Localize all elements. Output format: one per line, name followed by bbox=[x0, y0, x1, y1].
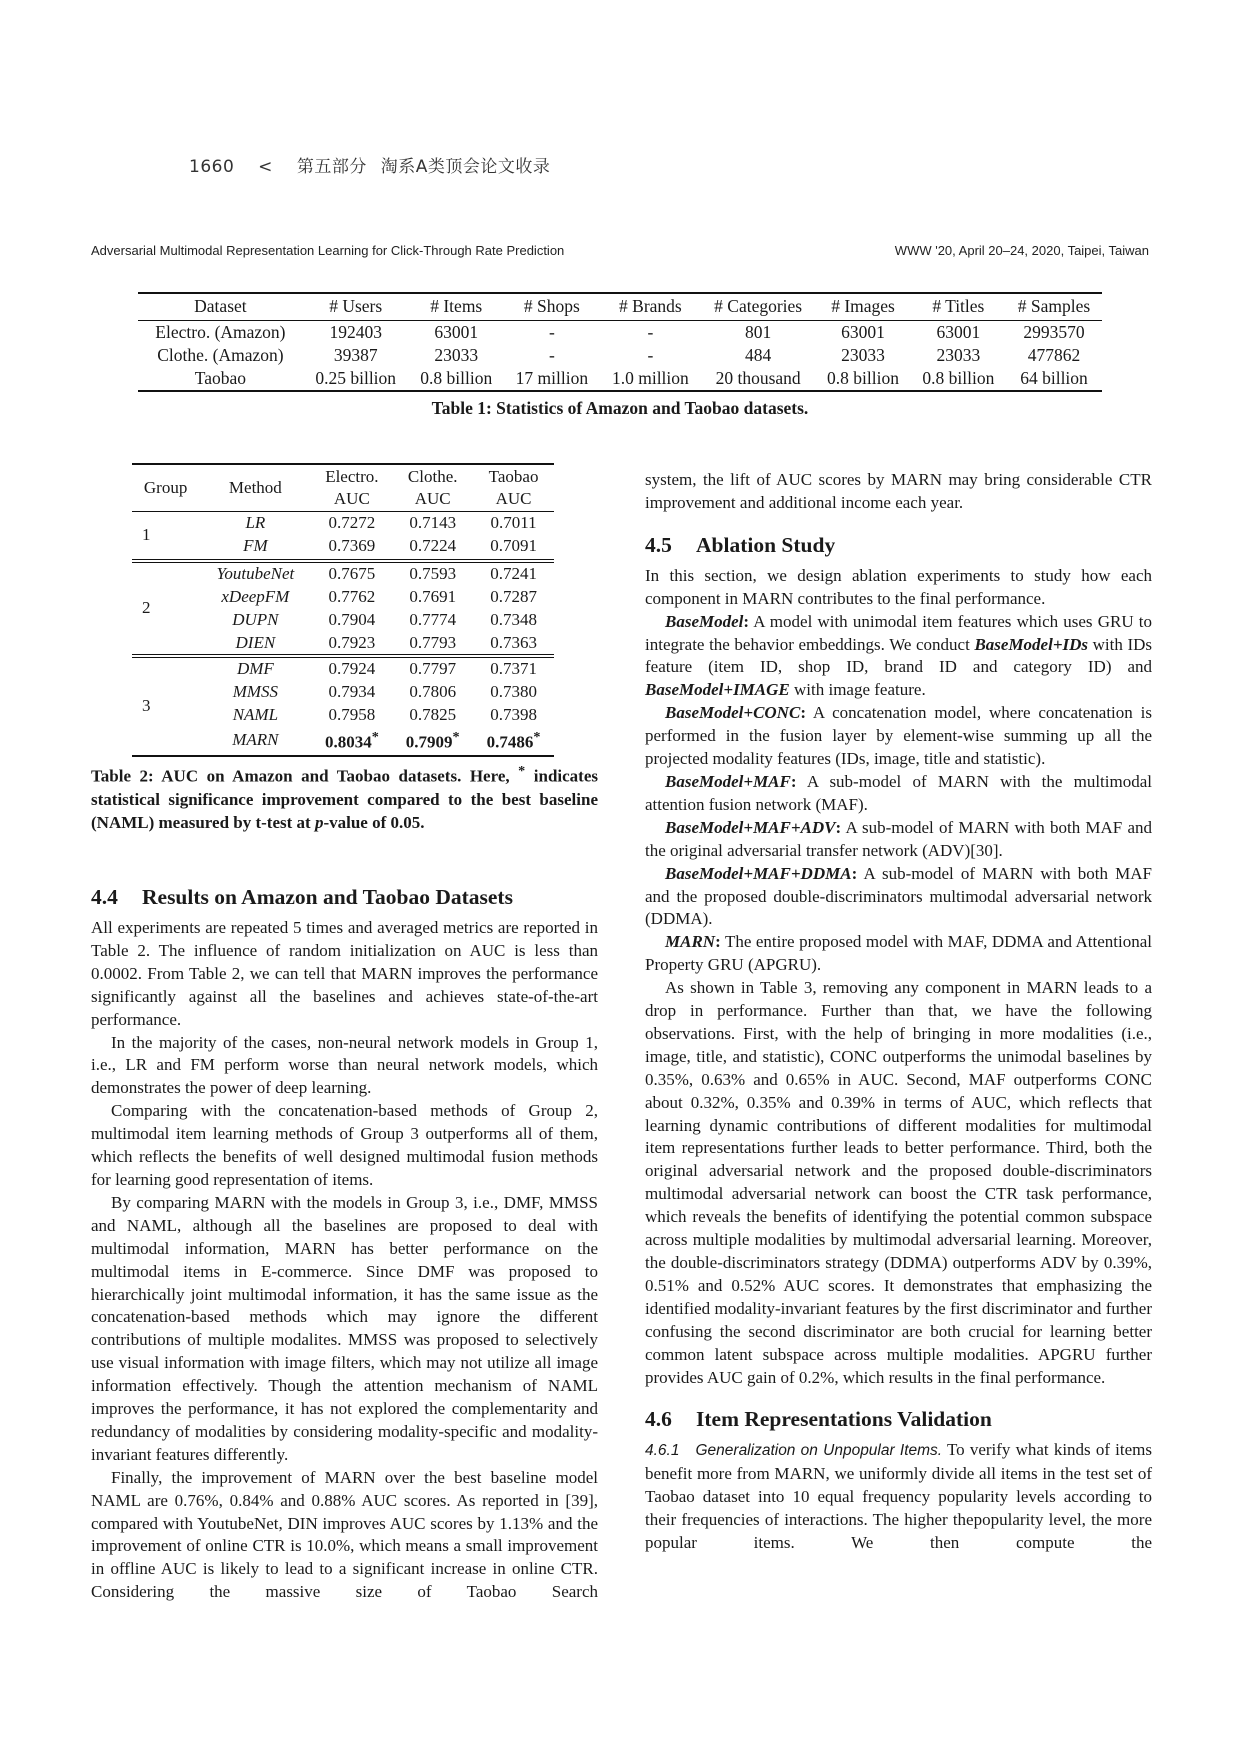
electro-auc: 0.7923 bbox=[328, 632, 376, 652]
table-cell: 23033 bbox=[936, 345, 981, 365]
table-cell: - bbox=[548, 345, 555, 365]
table-1-caption: Table 1: Statistics of Amazon and Taobao datasets. bbox=[431, 398, 809, 418]
paragraph: Finally, the improvement of MARN over the best baseline model NAML are 0.76%, 0.84% and 0.88% AUC scores. As reported in [39], compared with YoutubeNet, DIN improves AUC scores by 1.13% and the improvement of online CTR is 10.0%, which means a small improvement in offline AUC is likely to lead to a significant increase in online CTR. Considering the massive size of Taobao Search bbox=[91, 1467, 598, 1602]
electro-auc: 0.7272 bbox=[328, 513, 376, 532]
taobao-auc: 0.7398 bbox=[490, 704, 537, 724]
group-label: 2 bbox=[142, 598, 151, 618]
table-header-row bbox=[132, 464, 554, 512]
electro-auc: 0.7904 bbox=[328, 609, 376, 629]
table-2-caption: Table 2: AUC on Amazon and Taobao datasets. Here, * indicates statistical significance improvement compared to the best baseline (NAML) measured by t-test at p-value of 0.05. bbox=[91, 763, 598, 832]
method-name: NAML bbox=[232, 704, 279, 724]
column-header: # Images bbox=[831, 296, 895, 316]
ablation-item: MARN: The entire proposed model with MAF, DDMA and Attentional Property GRU (APGRU). bbox=[645, 932, 1152, 975]
electro-auc: 0.7762 bbox=[328, 587, 376, 607]
table-cell: 0.8 billion bbox=[922, 368, 995, 388]
book-page-number: 1660 bbox=[189, 157, 235, 177]
significance-mark: * bbox=[452, 729, 460, 746]
ablation-item: BaseModel+MAF+ADV: A sub-model of MARN with both MAF and the original adversarial transfer network (ADV)[30]. bbox=[645, 817, 1152, 860]
clothe-auc: 0.7825 bbox=[409, 704, 457, 724]
group-label: 1 bbox=[142, 525, 151, 545]
paragraph: In this section, we design ablation experiments to study how each component in MARN contributes to the final performance. bbox=[645, 565, 1152, 608]
running-head-venue: WWW '20, April 20–24, 2020, Taipei, Taiwan bbox=[894, 243, 1149, 258]
column-header: # Titles bbox=[932, 296, 985, 316]
table-cell: 0.8 billion bbox=[827, 368, 899, 388]
table-cell: 63001 bbox=[434, 322, 479, 342]
electro-auc: 0.7369 bbox=[328, 535, 376, 555]
clothe-auc: 0.7593 bbox=[409, 564, 457, 584]
group-label: 3 bbox=[142, 696, 151, 716]
paragraph: By comparing MARN with the models in Group 3, i.e., DMF, MMSS and NAML, although all the baselines are proposed to deal with multimodal information, MARN has better performance on the multimodal items in E-commerce. Since DMF was proposed to hierarchically joint multimodal information, it has the same issue as the concatenation-based methods which may ignore the different contributions of multiple modalites. MMSS was proposed to selectively use visual information with image filters, which may not utilize all image information effectively. Though the attention mechanism of NAML improves the performance, it has not explored the complementarity and redundancy of modalities by considering modality-specific and modality-invariant features differently. bbox=[91, 1192, 598, 1464]
table-cell: - bbox=[647, 345, 654, 365]
taobao-auc: 0.7287 bbox=[490, 587, 537, 607]
method-name: xDeepFM bbox=[221, 587, 290, 607]
dataset-statistics-table bbox=[138, 292, 1102, 392]
column-header-group: Group bbox=[143, 478, 188, 497]
table-row bbox=[132, 656, 554, 681]
column-header: # Users bbox=[329, 296, 383, 316]
section-heading-4-5: 4.5 Ablation Study bbox=[645, 532, 836, 557]
taobao-auc: 0.7371 bbox=[490, 659, 537, 679]
table-cell: - bbox=[647, 322, 654, 342]
table-cell: - bbox=[548, 322, 555, 342]
electro-auc: 0.7958 bbox=[328, 704, 376, 724]
paragraph: All experiments are repeated 5 times and averaged metrics are reported in Table 2. The influence of random initialization on AUC is less than 0.0002. From Table 2, we can tell that MARN improves the performance significantly against all the baselines and achieves state-of-the-art performance. bbox=[91, 918, 598, 1029]
taobao-auc-best: 0.7486* bbox=[486, 729, 541, 752]
column-header: # Brands bbox=[619, 296, 682, 316]
column-header-clothe: Clothe. AUC bbox=[407, 467, 458, 508]
table-cell: 192403 bbox=[329, 322, 382, 342]
paragraph: 4.6.1 Generalization on Unpopular Items. To verify what kinds of items benefit more from MARN, we uniformly divide all items in the test set of Taobao dataset into 10 equal frequency popularity levels according to their frequencies of interactions. The higher thepopularity level, the more popular items. We then compute the bbox=[645, 1440, 1152, 1553]
taobao-auc: 0.7091 bbox=[490, 535, 537, 555]
taobao-auc: 0.7363 bbox=[490, 632, 537, 652]
table-cell: 484 bbox=[745, 345, 772, 365]
group-2-rows bbox=[132, 561, 554, 656]
clothe-auc: 0.7806 bbox=[409, 681, 457, 701]
table-header-row bbox=[138, 293, 1102, 321]
taobao-auc: 0.7380 bbox=[490, 681, 537, 701]
section-heading-4-4: 4.4 Results on Amazon and Taobao Datasets bbox=[91, 885, 513, 909]
table-cell: 20 thousand bbox=[715, 368, 801, 388]
table-cell: 23033 bbox=[841, 345, 885, 365]
right-column bbox=[645, 469, 1152, 1555]
significance-mark: * bbox=[533, 729, 541, 746]
ablation-item: BaseModel+CONC: A concatenation model, where concatenation is performed in the fusion layer by element-wise summing up all the projected modality features (IDs, image, title and statistic). bbox=[645, 703, 1152, 769]
book-collection: 淘系A类顶会论文收录 bbox=[380, 157, 551, 177]
table-cell: 63001 bbox=[841, 322, 885, 342]
clothe-auc: 0.7793 bbox=[409, 632, 457, 652]
significance-mark: * bbox=[371, 729, 379, 746]
table-row bbox=[138, 344, 1102, 367]
column-header: # Categories bbox=[714, 296, 803, 316]
paragraph: Comparing with the concatenation-based methods of Group 2, multimodal item learning methods of Group 3 outperforms all of them, which reflects the benefits of well designed multimodal fusion methods for learning good representation of items. bbox=[91, 1101, 598, 1189]
paragraph: In the majority of the cases, non-neural network models in Group 1, i.e., LR and FM perform worse than neural network models, which demonstrates the power of deep learning. bbox=[91, 1032, 598, 1098]
table-1 bbox=[138, 292, 1102, 419]
method-name: LR bbox=[245, 513, 266, 532]
electro-auc: 0.7934 bbox=[328, 681, 376, 701]
column-header: # Samples bbox=[1017, 296, 1091, 316]
clothe-auc-best: 0.7909* bbox=[405, 729, 460, 752]
left-column bbox=[91, 883, 598, 1604]
electro-auc: 0.7675 bbox=[328, 564, 376, 584]
column-header: Dataset bbox=[194, 296, 247, 316]
ablation-item: BaseModel+MAF: A sub-model of MARN with the multimodal attention fusion network (MAF). bbox=[645, 771, 1152, 814]
book-header bbox=[189, 152, 568, 177]
auc-results-table bbox=[132, 463, 554, 757]
table-row bbox=[132, 512, 554, 535]
group-1-rows bbox=[132, 512, 554, 562]
table-cell: Clothe. (Amazon) bbox=[157, 345, 284, 365]
column-header-taobao: Taobao AUC bbox=[488, 467, 539, 508]
method-name: MMSS bbox=[232, 681, 279, 701]
method-name: DIEN bbox=[235, 632, 276, 652]
method-name: MARN bbox=[232, 730, 279, 750]
back-arrow: < bbox=[258, 157, 273, 177]
table-cell: 64 billion bbox=[1020, 368, 1088, 388]
electro-auc-best: 0.8034* bbox=[324, 729, 379, 752]
group-3-rows bbox=[132, 656, 554, 755]
table-cell: 23033 bbox=[434, 345, 479, 365]
table-cell: Electro. (Amazon) bbox=[155, 322, 286, 342]
running-head-title: Adversarial Multimodal Representation Learning for Click-Through Rate Prediction bbox=[91, 243, 565, 258]
clothe-auc: 0.7774 bbox=[409, 609, 457, 629]
column-header: # Items bbox=[430, 296, 483, 316]
book-part: 第五部分 bbox=[296, 157, 367, 177]
table-cell: 0.25 billion bbox=[315, 368, 397, 388]
method-name: DMF bbox=[236, 659, 274, 679]
table-cell: 477862 bbox=[1027, 345, 1081, 365]
ablation-item: BaseModel: A model with unimodal item features which uses GRU to integrate the behavior embeddings. We conduct BaseModel+IDs with IDs feature (item ID, shop ID, brand ID and category ID) and BaseModel+IMAGE with image feature. bbox=[645, 611, 1152, 700]
clothe-auc: 0.7797 bbox=[409, 659, 457, 679]
table-2 bbox=[132, 463, 554, 757]
paragraph-continuation: system, the lift of AUC scores by MARN may bring considerable CTR improvement and additional income each year. bbox=[645, 470, 1152, 512]
table-cell: 2993570 bbox=[1023, 322, 1085, 342]
column-header: # Shops bbox=[523, 296, 580, 316]
table-cell: Taobao bbox=[194, 368, 247, 388]
table-cell: 801 bbox=[745, 322, 772, 342]
subsection-heading-4-6-1: 4.6.1 Generalization on Unpopular Items. bbox=[645, 1442, 943, 1460]
clothe-auc: 0.7143 bbox=[409, 513, 457, 532]
table-row bbox=[132, 561, 554, 586]
table-cell: 1.0 million bbox=[611, 368, 689, 388]
section-heading-4-6: 4.6 Item Representations Validation bbox=[645, 1407, 992, 1432]
clothe-auc: 0.7224 bbox=[409, 535, 457, 555]
ablation-item: BaseModel+MAF+DDMA: A sub-model of MARN with both MAF and the proposed double-discriminators multimodal adversarial network (DDMA). bbox=[645, 863, 1152, 929]
table-cell: 0.8 billion bbox=[420, 368, 493, 388]
paragraph: As shown in Table 3, removing any component in MARN leads to a drop in performance. Further than that, we have the following observations. First, with the help of bringing in more modalities (i.e., image, title, and statistic), CONC outperforms the unimodal baselines by 0.35%, 0.63% and 0.65% in AUC. Second, MAF outperforms CONC about 0.32%, 0.35% and 0.39% in terms of AUC, which reflects that learning dynamic contributions of different modalities for multimodal item representations further leads to better performance. Third, both the original adversarial network and the proposed double-discriminators multimodal adversarial network can boost the CTR task performance, which reveals the benefits of identifying the potential common subspace across multiple modalities by multimodal adversarial learning. Moreover, the double-discriminators strategy (DDMA) outperforms ADV by 0.39%, 0.51% and 0.52% AUC scores. It demonstrates that emphasizing the identified modality-invariant features by the first discriminator and further confusing the second discriminator are both crucial for learning better common latent subspace across multiple modalities. APGRU further provides AUC gain of 0.2%, which results in the final performance. bbox=[645, 978, 1152, 1387]
column-header-electro: Electro. AUC bbox=[325, 467, 379, 508]
column-header-method: Method bbox=[228, 478, 282, 497]
taobao-auc: 0.7011 bbox=[490, 513, 537, 532]
table-cell: 39387 bbox=[333, 345, 378, 365]
method-name: DUPN bbox=[232, 609, 279, 629]
table-cell: 63001 bbox=[936, 322, 981, 342]
taobao-auc: 0.7348 bbox=[490, 609, 537, 629]
method-name: FM bbox=[243, 535, 268, 555]
method-name: YoutubeNet bbox=[216, 564, 295, 584]
taobao-auc: 0.7241 bbox=[490, 564, 537, 584]
table-cell: 17 million bbox=[515, 368, 589, 388]
table-row bbox=[138, 367, 1102, 391]
clothe-auc: 0.7691 bbox=[409, 587, 457, 607]
table-row bbox=[138, 321, 1102, 345]
electro-auc: 0.7924 bbox=[328, 659, 376, 679]
